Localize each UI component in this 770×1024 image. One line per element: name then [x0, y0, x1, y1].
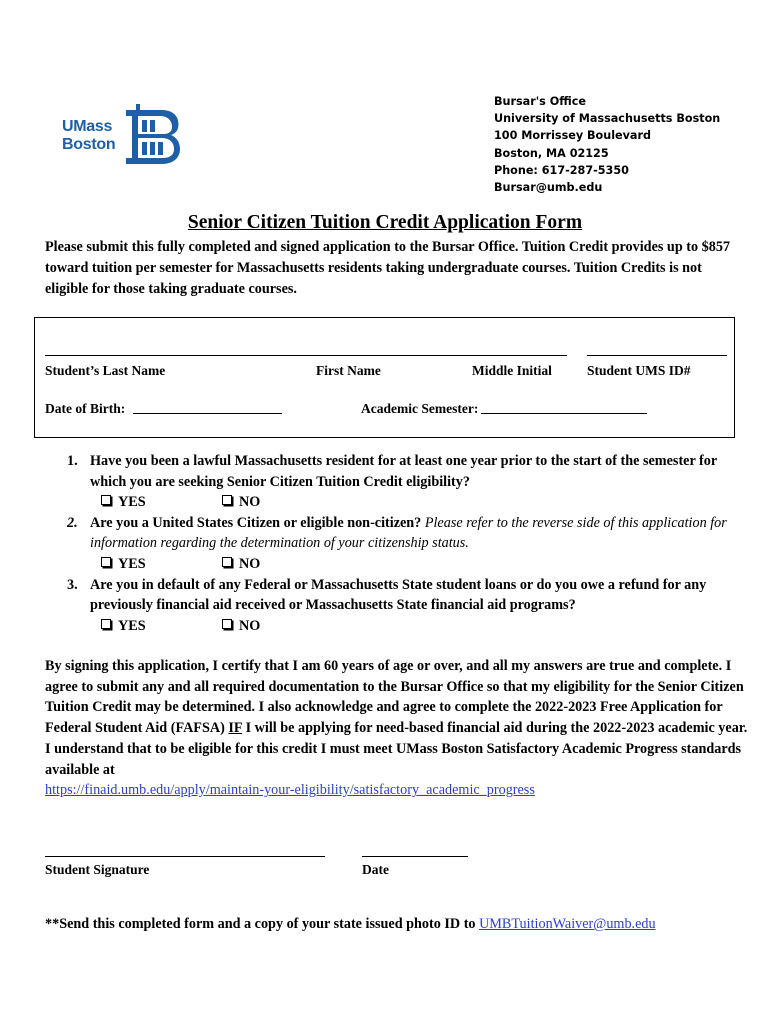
logo-line-2: Boston: [62, 136, 116, 153]
question-text: Have you been a lawful Massachusetts resident for at least one year prior to the start of the semester for which you are seeking Senior Citizen Tuition Credit eligibility?: [90, 453, 717, 490]
no-label: NO: [239, 617, 261, 634]
office-email: Bursar@umb.edu: [494, 181, 603, 195]
question-number: 2.: [67, 514, 78, 531]
send-text: **Send this completed form and a copy of your state issued photo ID to: [45, 916, 480, 932]
question-text: Are you in default of any Federal or Massachusetts State student loans or do you owe a refund for any previously financial aid received or Massachusetts State financial aid programs?: [90, 576, 707, 614]
checkbox-icon[interactable]: [101, 619, 111, 629]
question-number: 3.: [67, 576, 78, 593]
q1-yes-option[interactable]: [101, 492, 222, 513]
first-name-label: First Name: [316, 363, 381, 378]
cert-text-1: By signing this application, I certify that I am 60 years of age or over, and all my answers are true and complete. I agree to submit any and all required documentation to the Bursar Office so that my eligibility for the Senior Citizen Tuition Credit may be determined. I also acknowledge and agree to complete the 2022-2023 Free Application for Federal Student Aid (FAFSA): [45, 658, 744, 737]
checkbox-icon[interactable]: [222, 557, 232, 567]
office-line: University of Massachusetts Boston: [494, 112, 721, 126]
certification-paragraph: [45, 656, 750, 801]
last-name-label: Student’s Last Name: [45, 363, 166, 378]
question-1: [45, 451, 745, 492]
checkbox-icon[interactable]: [101, 495, 111, 505]
semester-field-line[interactable]: [481, 413, 647, 414]
office-line: 100 Morrissey Boulevard: [494, 129, 651, 143]
q3-yes-option[interactable]: [101, 616, 222, 637]
question-number: 1.: [67, 453, 78, 469]
no-label: NO: [239, 555, 261, 572]
question-note: Please refer to the reverse side of this application for information regarding the determination of your citizenship status.: [90, 514, 727, 552]
dob-label: Date of Birth:: [45, 401, 126, 416]
yes-label: YES: [118, 555, 146, 572]
bursar-office-address: [494, 93, 720, 196]
cert-text-2: I will be applying for need-based financial aid during the 2022-2023 academic year. I understand that to be eligible for this credit I must meet UMass Boston Satisfactory Academic Progress standards available at: [45, 720, 748, 778]
q3-no-option[interactable]: [222, 616, 260, 637]
send-instruction: [45, 916, 656, 933]
q1-no-option[interactable]: [222, 492, 260, 513]
date-field-line[interactable]: [362, 856, 468, 857]
logo-mark-icon: [122, 104, 182, 166]
middle-initial-label: Middle Initial: [472, 363, 552, 378]
intro-paragraph: Please submit this fully completed and signed application to the Bursar Office. Tuition Credit provides up to $857 toward tuition per semester for Massachusetts residents taking undergraduate courses. Tuition Credits is not eligible for those taking graduate courses.: [45, 239, 731, 297]
dob-field-line[interactable]: [133, 413, 282, 414]
checkbox-icon[interactable]: [222, 619, 232, 629]
yes-label: YES: [118, 494, 146, 511]
date-label: Date: [362, 862, 389, 877]
signature-label: Student Signature: [45, 862, 150, 877]
cert-if-word: IF: [228, 720, 243, 737]
office-line: Bursar's Office: [494, 95, 586, 108]
form-title: Senior Citizen Tuition Credit Application Form: [187, 212, 583, 233]
umass-boston-logo: [62, 104, 184, 166]
q2-yes-option[interactable]: [101, 554, 222, 575]
tuition-waiver-email-link[interactable]: UMBTuitionWaiver@umb.edu: [479, 916, 656, 932]
yes-label: YES: [118, 617, 146, 634]
no-label: NO: [239, 494, 261, 511]
office-line: Phone: 617-287-5350: [494, 163, 629, 177]
question-1-options: [45, 492, 745, 513]
office-line: Boston, MA 02125: [494, 146, 609, 160]
student-info-box: [34, 317, 735, 438]
question-3-options: [45, 616, 745, 637]
question-3: [45, 575, 745, 616]
sap-link[interactable]: https://finaid.umb.edu/apply/maintain-your-eligibility/satisfactory_academic_progress: [45, 782, 535, 799]
q2-no-option[interactable]: [222, 554, 260, 575]
question-2: [45, 513, 745, 554]
question-2-options: [45, 554, 745, 575]
signature-field-line[interactable]: [45, 856, 325, 857]
checkbox-icon[interactable]: [101, 557, 111, 567]
question-text: Are you a United States Citizen or eligible non-citizen?: [90, 514, 422, 531]
ums-id-field-line[interactable]: [587, 355, 727, 356]
questions-list: [45, 451, 745, 636]
ums-id-label: Student UMS ID#: [587, 363, 691, 378]
name-field-line[interactable]: [45, 355, 567, 356]
semester-label: Academic Semester:: [361, 401, 479, 416]
logo-line-1: UMass: [62, 118, 113, 135]
checkbox-icon[interactable]: [222, 495, 232, 505]
